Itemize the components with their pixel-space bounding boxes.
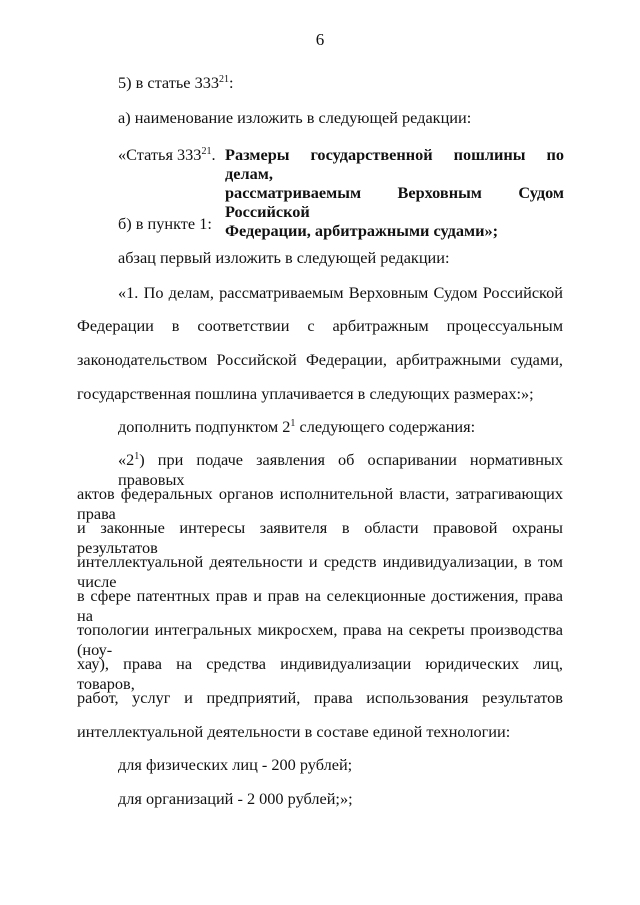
quote2-line: топологии интегральных микросхем, права на секреты производства (ноу- bbox=[77, 620, 563, 659]
article-title bbox=[225, 145, 564, 240]
article-title-line: Размеры государственной пошлины по делам, bbox=[225, 145, 564, 183]
quote1-line: Федерации в соответствии с арбитражным процессуальным bbox=[77, 316, 563, 335]
add-sub-prefix: дополнить подпунктом 2 bbox=[118, 417, 291, 436]
item-5-prefix: 5) в статье 333 bbox=[118, 73, 219, 92]
add-sub-suffix: следующего содержания: bbox=[295, 417, 476, 436]
quote2-suffix: ) при подаче заявления об оспаривании нормативных правовых bbox=[118, 450, 563, 489]
quote2-line: актов федеральных органов исполнительной власти, затрагивающих права bbox=[77, 484, 563, 523]
quote2-line: интеллектуальной деятельности в составе единой технологии: bbox=[77, 722, 511, 741]
article-label-sup: 21 bbox=[201, 146, 212, 157]
quote2-line: и законные интересы заявителя в области правовой охраны результатов bbox=[77, 518, 563, 557]
item-5-suffix: : bbox=[229, 73, 234, 92]
item-5-line bbox=[118, 73, 234, 93]
quote1-line: законодательством Российской Федерации, арбитражными судами, bbox=[77, 350, 563, 369]
add-sub-sup: 1 bbox=[290, 418, 296, 429]
quote2-line: в сфере патентных прав и прав на селекционные достижения, права на bbox=[77, 586, 563, 625]
article-title-line: Федерации, арбитражными судами»; bbox=[225, 221, 499, 240]
add-subpoint-line bbox=[118, 417, 475, 437]
article-label bbox=[118, 145, 216, 164]
quote2-prefix: «2 bbox=[118, 450, 135, 469]
quote1-line: государственная пошлина уплачивается в следующих размерах:»; bbox=[77, 384, 534, 403]
article-title-line: рассматриваемым Верховным Судом Российской bbox=[225, 183, 564, 221]
fee-individuals-line: для физических лиц - 200 рублей; bbox=[118, 755, 353, 774]
quote2-sup: 1 bbox=[134, 451, 140, 462]
page-number: 6 bbox=[315, 30, 325, 49]
item-a-line: а) наименование изложить в следующей редакции: bbox=[118, 108, 472, 127]
item-5-sup: 21 bbox=[219, 74, 229, 85]
quote2-line: работ, услуг и предприятий, права использования результатов bbox=[77, 688, 563, 707]
article-label-suffix: . bbox=[211, 145, 216, 164]
article-label-prefix: «Статья 333 bbox=[118, 145, 202, 164]
quote2-line: интеллектуальной деятельности и средств индивидуализации, в том числе bbox=[77, 552, 563, 591]
item-b-line: б) в пункте 1: bbox=[118, 214, 212, 233]
quote1-line: «1. По делам, рассматриваемым Верховным Судом Российской bbox=[118, 283, 563, 302]
quote2-line: хау), права на средства индивидуализации юридических лиц, товаров, bbox=[77, 654, 563, 693]
fee-organizations-line: для организаций - 2 000 рублей;»; bbox=[118, 789, 353, 808]
para-intro-line: абзац первый изложить в следующей редакции: bbox=[118, 248, 450, 267]
